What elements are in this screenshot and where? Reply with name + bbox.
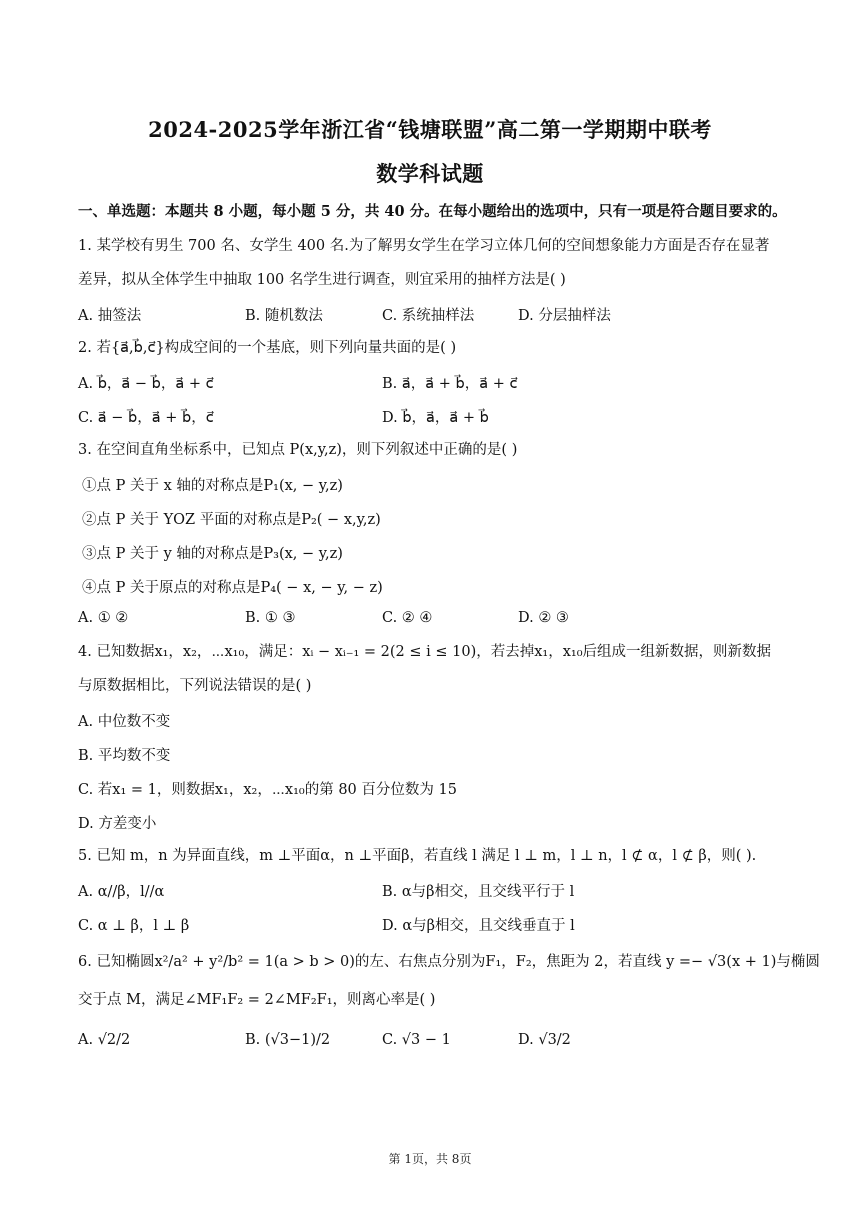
q5-option-d: D. α与β相交，且交线垂直于 l [382,918,575,934]
question-5-stem: 5. 已知 m，n 为异面直线，m ⊥平面α，n ⊥平面β，若直线 l 满足 l ⊥ m，l ⊥ n，l ⊄ α，l ⊄ β，则( ). [78,848,757,864]
q1-option-a: A. 抽签法 [78,308,142,324]
q2-option-c: C. a⃗ − b⃗，a⃗ + b⃗，c⃗ [78,410,214,426]
q4-option-c: C. 若x₁ = 1，则数据x₁，x₂，⋯x₁₀的第 80 百分位数为 15 [78,782,457,798]
question-4-line-1: 4. 已知数据x₁，x₂，⋯x₁₀，满足：xᵢ − xᵢ₋₁ = 2(2 ≤ i ≤ 10)，若去掉x₁，x₁₀后组成一组新数据，则新数据 [78,644,772,660]
q3-statement-2: ②点 P 关于 YOZ 平面的对称点是P₂( − x,y,z) [82,512,381,528]
q3-option-d: D. ② ③ [518,610,569,626]
q6-option-b: B. (√3−1)/2 [245,1032,331,1048]
question-6-line-2: 交于点 M，满足∠MF₁F₂ = 2∠MF₂F₁，则离心率是( ) [78,992,436,1008]
q3-option-c: C. ② ④ [382,610,433,626]
question-6-line-1: 6. 已知椭圆x²/a² + y²/b² = 1(a > b > 0)的左、右焦点分别为F₁，F₂，焦距为 2，若直线 y =− √3(x + 1)与椭圆 [78,954,820,970]
q1-option-c: C. 系统抽样法 [382,308,475,324]
exam-title: 2024-2025学年浙江省“钱塘联盟”高二第一学期期中联考 [148,117,712,142]
q1-option-b: B. 随机数法 [245,308,323,324]
page-footer: 第 1页，共 8页 [388,1152,472,1166]
q2-option-d: D. b⃗，a⃗，a⃗ + b⃗ [382,410,489,426]
section-heading: 一、单选题：本题共 8 小题，每小题 5 分，共 40 分。在每小题给出的选项中，只有一项是符合题目要求的。 [78,203,787,220]
q4-option-b: B. 平均数不变 [78,748,171,764]
question-3-stem: 3. 在空间直角坐标系中，已知点 P(x,y,z)，则下列叙述中正确的是( ) [78,442,518,458]
q3-statement-4: ④点 P 关于原点的对称点是P₄( − x, − y, − z) [82,580,383,596]
q6-option-d: D. √3/2 [518,1032,571,1048]
q6-option-c: C. √3 − 1 [382,1032,451,1048]
q5-option-b: B. α与β相交，且交线平行于 l [382,884,575,900]
q4-option-a: A. 中位数不变 [78,714,171,730]
question-1-line-1: 1. 某学校有男生 700 名、女学生 400 名.为了解男女学生在学习立体几何的空间想象能力方面是否存在显著 [78,238,770,254]
question-1-line-2: 差异，拟从全体学生中抽取 100 名学生进行调查，则宜采用的抽样方法是( ) [78,272,566,288]
q4-option-d: D. 方差变小 [78,816,157,832]
q2-option-a: A. b⃗，a⃗ − b⃗，a⃗ + c⃗ [78,376,214,392]
q6-option-a: A. √2/2 [78,1032,131,1048]
q2-option-b: B. a⃗，a⃗ + b⃗，a⃗ + c⃗ [382,376,518,392]
q5-option-a: A. α//β，l//α [78,884,165,900]
q1-option-d: D. 分层抽样法 [518,308,611,324]
q3-statement-1: ①点 P 关于 x 轴的对称点是P₁(x, − y,z) [82,478,343,494]
exam-subtitle: 数学科试题 [376,161,484,186]
q3-option-a: A. ① ② [78,610,129,626]
question-4-line-2: 与原数据相比，下列说法错误的是( ) [78,678,312,694]
q5-option-c: C. α ⊥ β，l ⊥ β [78,918,190,934]
q3-statement-3: ③点 P 关于 y 轴的对称点是P₃(x, − y,z) [82,546,343,562]
q3-option-b: B. ① ③ [245,610,296,626]
question-2-stem: 2. 若{a⃗,b⃗,c⃗}构成空间的一个基底，则下列向量共面的是( ) [78,340,457,356]
